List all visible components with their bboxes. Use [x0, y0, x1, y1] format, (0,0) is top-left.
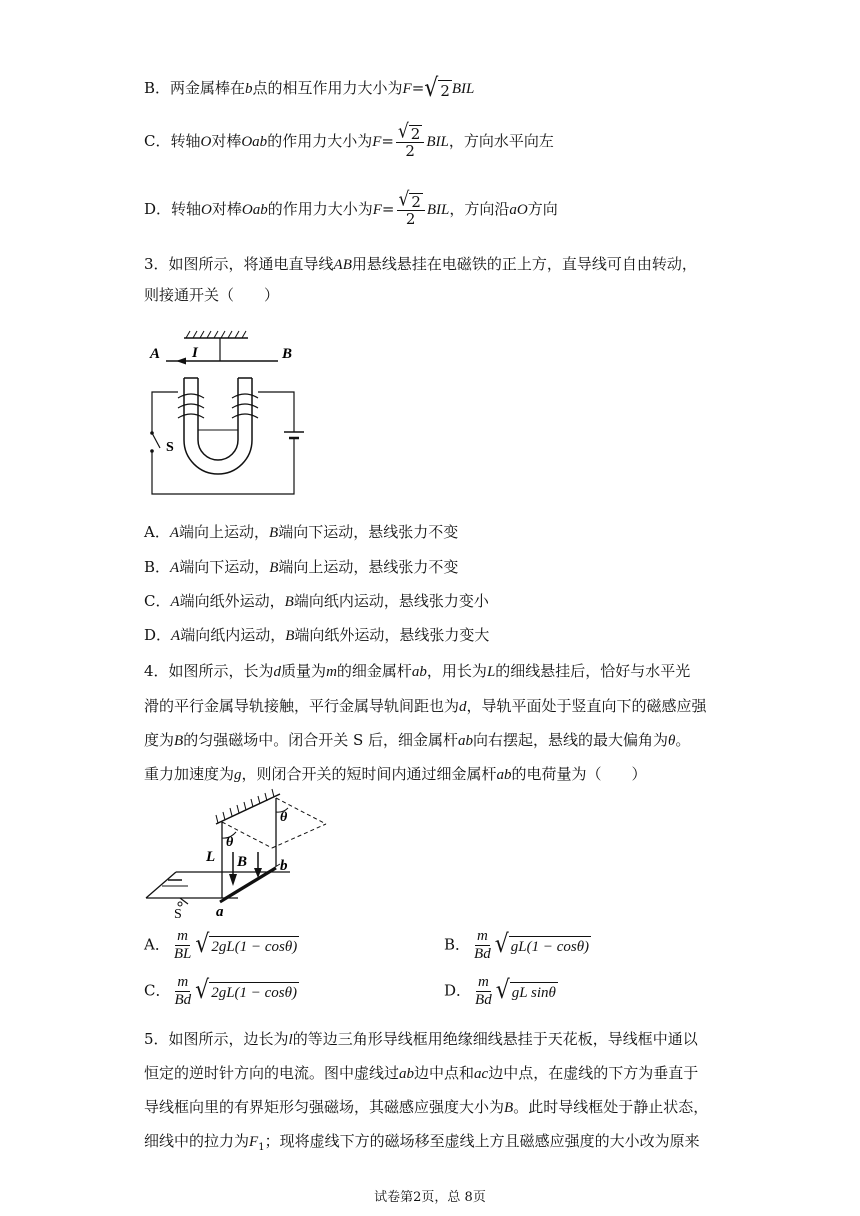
label-switch-s: S	[174, 907, 182, 920]
sqrt-expression: √ 2gL(1 − cosθ)	[195, 975, 298, 1005]
q5-stem-line3: 导线框向里的有界矩形匀强磁场，其磁感应强度大小为B。此时导线框处于静止状态，	[144, 1098, 709, 1116]
label-l: L	[206, 849, 216, 865]
fraction-sqrt2-over-2: √ 2 2	[396, 124, 424, 160]
q3-stem-line1: 3．如图所示，将通电直导线AB用悬线悬挂在电磁铁的正上方，直导线可自由转动，	[144, 255, 697, 273]
q3-option-b: B．A端向下运动，B端向上运动，悬线张力不变	[144, 558, 459, 576]
fraction-sqrt2-over-2: √ 2 2	[397, 192, 425, 228]
q3-stem-line2: 则接通开关（ ）	[144, 286, 280, 304]
q2-option-b: B．两金属棒在b点的相互作用力大小为F= √ 2 BIL	[144, 73, 475, 103]
page-footer: 试卷第2页，总 8页	[374, 1190, 486, 1205]
q3-option-d: D．A端向纸内运动，B端向纸外运动，悬线张力变大	[144, 626, 490, 644]
q5-stem-line1: 5．如图所示，边长为l的等边三角形导线框用绝缘细线悬挂于天花板，导线框中通以	[144, 1030, 698, 1048]
sqrt-expression: √ 2gL(1 − cosθ)	[195, 929, 298, 959]
label-switch: S	[166, 440, 174, 455]
sqrt-2: √ 2	[424, 73, 450, 103]
q4-option-a: A． $\frac{m}{BL}$ √ 2gL(1 − cosθ)	[144, 928, 298, 962]
label-theta-left: θ	[226, 835, 234, 850]
q3-option-a: A．A端向上运动，B端向下运动，悬线张力不变	[144, 523, 459, 541]
label-theta-right: θ	[280, 810, 288, 825]
q4-rod-figure	[140, 786, 340, 920]
q4-option-d: D． $\frac{m}{Bd}$ √ gL sinθ	[444, 974, 556, 1008]
q5-stem-line2: 恒定的逆时针方向的电流。图中虚线过ab边中点和ac边中点，在虚线的下方为垂直于	[144, 1064, 699, 1082]
q4-stem-line3: 度为B的匀强磁场中。闭合开关 S 后，细金属杆ab向右摆起，悬线的最大偏角为θ。	[144, 731, 691, 749]
q4-stem-line2: 滑的平行金属导轨接触，平行金属导轨间距也为d，导轨平面处于竖直向下的磁感应强	[144, 697, 707, 715]
label-b: B	[282, 346, 293, 362]
label-a: A	[150, 346, 161, 362]
q4-stem-line4: 重力加速度为g，则闭合开关的短时间内通过细金属杆ab的电荷量为（ ）	[144, 765, 647, 783]
sqrt-expression: √ gL(1 − cosθ)	[494, 929, 590, 959]
q3-electromagnet-figure	[140, 328, 310, 498]
label-a-end: a	[216, 904, 224, 920]
q4-option-c: C． $\frac{m}{Bd}$ √ 2gL(1 − cosθ)	[144, 974, 298, 1008]
label-current: I	[192, 345, 198, 361]
q5-stem-line4: 细线中的拉力为$F_1$；现将虚线下方的磁场移至虚线上方且磁感应强度的大小改为原来	[144, 1132, 700, 1153]
sqrt-expression: √ gL sinθ	[495, 975, 556, 1005]
label-b-field: B	[237, 854, 248, 870]
label-b-end: b	[280, 858, 288, 874]
q2-option-d: D．转轴O对棒Oab的作用力大小为F= √ 2 2 BIL，方向沿aO方向	[144, 188, 558, 228]
q2-option-c: C．转轴O对棒Oab的作用力大小为F= √ 2 2 BIL，方向水平向左	[144, 120, 554, 160]
q4-stem-line1: 4．如图所示，长为d质量为m的细金属杆ab，用长为L的细线悬挂后，恰好与水平光	[144, 662, 691, 680]
q3-option-c: C．A端向纸外运动，B端向纸内运动，悬线张力变小	[144, 592, 489, 610]
q4-option-b: B． $\frac{m}{Bd}$ √ gL(1 − cosθ)	[444, 928, 590, 962]
